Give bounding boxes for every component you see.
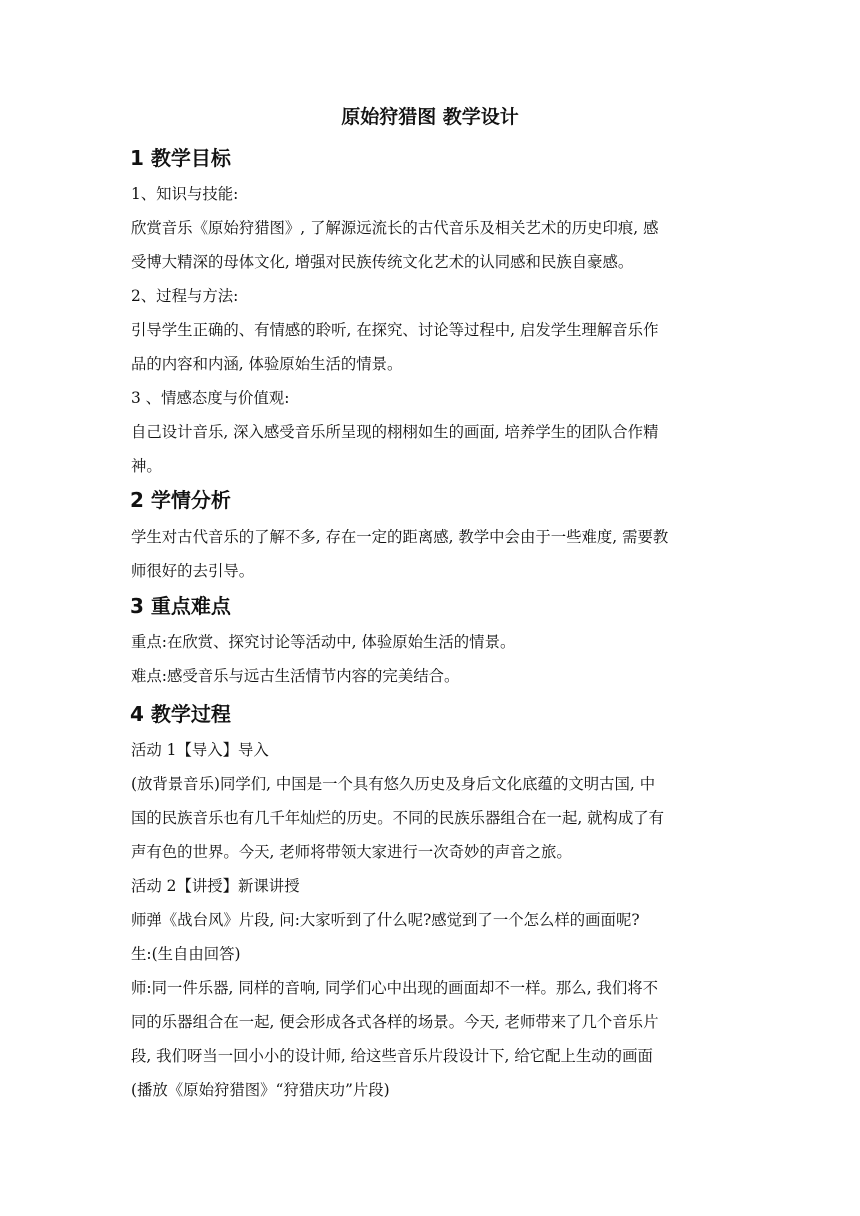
- section-heading-objectives: 1 教学目标: [130, 146, 231, 170]
- paragraph-line: 神。: [131, 457, 162, 475]
- paragraph-line: (播放《原始狩猎图》“狩猎庆功”片段): [131, 1081, 390, 1099]
- paragraph-line: 引导学生正确的、有情感的聆听, 在探究、讨论等过程中, 启发学生理解音乐作: [131, 321, 659, 339]
- section-heading-analysis: 2 学情分析: [130, 488, 231, 512]
- paragraph-line: 受博大精深的母体文化, 增强对民族传统文化艺术的认同感和民族自豪感。: [131, 253, 634, 271]
- document-title: 原始狩猎图 教学设计: [341, 106, 519, 128]
- section-heading-process: 4 教学过程: [130, 702, 231, 726]
- paragraph-line: 段, 我们呀当一回小小的设计师, 给这些音乐片段设计下, 给它配上生动的画面: [131, 1047, 653, 1065]
- paragraph-line: 难点:感受音乐与远古生活情节内容的完美结合。: [131, 667, 460, 685]
- paragraph-line: 师弹《战台风》片段, 问:大家听到了什么呢?感觉到了一个怎么样的画面呢?: [131, 911, 640, 929]
- paragraph-line: 国的民族音乐也有几千年灿烂的历史。不同的民族乐器组合在一起, 就构成了有: [131, 809, 665, 827]
- paragraph-line: 活动 1【导入】导入: [131, 741, 269, 759]
- paragraph-line: 品的内容和内涵, 体验原始生活的情景。: [131, 355, 403, 373]
- paragraph-line: 学生对古代音乐的了解不多, 存在一定的距离感, 教学中会由于一些难度, 需要教: [131, 528, 669, 546]
- paragraph-line: 生:(生自由回答): [131, 945, 241, 963]
- paragraph-line: 重点:在欣赏、探究讨论等活动中, 体验原始生活的情景。: [131, 633, 516, 651]
- paragraph-line: 2、过程与方法:: [131, 287, 239, 305]
- paragraph-line: 1、知识与技能:: [131, 185, 239, 203]
- paragraph-line: (放背景音乐)同学们, 中国是一个具有悠久历史及身后文化底蕴的文明古国, 中: [131, 775, 656, 793]
- paragraph-line: 欣赏音乐《原始狩猎图》, 了解源远流长的古代音乐及相关艺术的历史印痕, 感: [131, 219, 659, 237]
- paragraph-line: 同的乐器组合在一起, 便会形成各式各样的场景。今天, 老师带来了几个音乐片: [131, 1013, 659, 1031]
- paragraph-line: 师:同一件乐器, 同样的音响, 同学们心中出现的画面却不一样。那么, 我们将不: [131, 979, 659, 997]
- paragraph-line: 活动 2【讲授】新课讲授: [131, 877, 300, 895]
- section-heading-key-points: 3 重点难点: [130, 594, 231, 618]
- paragraph-line: 声有色的世界。今天, 老师将带领大家进行一次奇妙的声音之旅。: [131, 843, 572, 861]
- paragraph-line: 师很好的去引导。: [131, 562, 255, 580]
- paragraph-line: 3 、情感态度与价值观:: [131, 389, 290, 407]
- paragraph-line: 自己设计音乐, 深入感受音乐所呈现的栩栩如生的画面, 培养学生的团队合作精: [131, 423, 659, 441]
